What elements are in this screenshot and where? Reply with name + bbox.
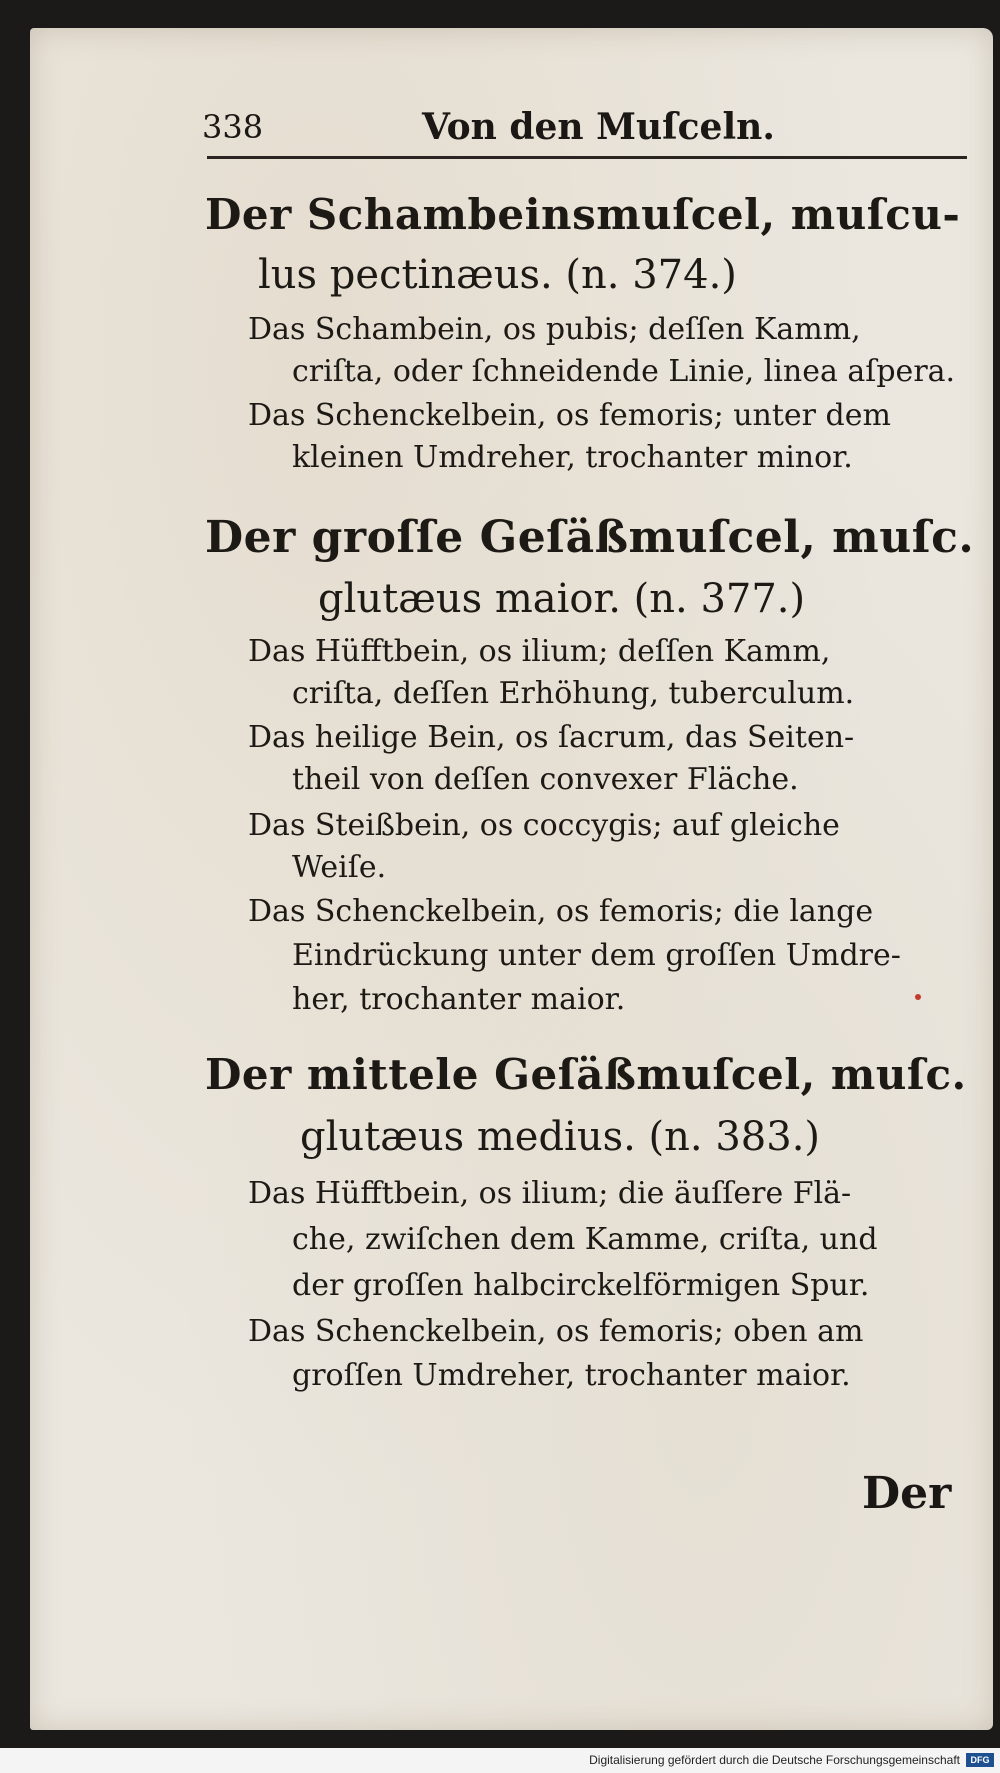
entry-line: Das Schambein, os pubis; deſſen Kamm, bbox=[248, 312, 861, 347]
entry-line: theil von deſſen convexer Fläche. bbox=[292, 762, 799, 797]
entry-line: criſta, deſſen Erhöhung, tuberculum. bbox=[292, 676, 855, 711]
red-ink-dot bbox=[915, 994, 921, 1000]
running-head: Von den Muſceln. bbox=[422, 106, 775, 148]
entry-line: Das Schenckelbein, os femoris; unter dem bbox=[248, 398, 891, 433]
section-subtitle: lus pectinæus. (n. 374.) bbox=[258, 252, 737, 298]
entry-line: her, trochanter maior. bbox=[292, 982, 626, 1017]
entry-line: Das Steißbein, os coccygis; auf gleiche bbox=[248, 808, 840, 843]
entry-line: groſſen Umdreher, trochanter maior. bbox=[292, 1358, 851, 1393]
catchword: Der bbox=[862, 1468, 952, 1519]
entry-line: Eindrückung unter dem groſſen Umdre- bbox=[292, 938, 901, 973]
entry-line: Das Schenckelbein, os femoris; oben am bbox=[248, 1314, 864, 1349]
section-subtitle: glutæus medius. (n. 383.) bbox=[300, 1114, 821, 1160]
entry-line: criſta, oder ſchneidende Linie, linea aſpera. bbox=[292, 354, 956, 389]
section-title: Der Schambeinsmuſcel, muſcu- bbox=[205, 190, 961, 239]
page-number: 338 bbox=[202, 108, 264, 146]
entry-line: Das Hüfftbein, os ilium; deſſen Kamm, bbox=[248, 634, 831, 669]
entry-line: Das Hüfftbein, os ilium; die äuſſere Flä- bbox=[248, 1176, 852, 1211]
footer-credit: Digitalisierung gefördert durch die Deutsche Forschungsgemeinschaft bbox=[589, 1753, 960, 1767]
footer-bar bbox=[0, 1748, 1000, 1773]
entry-line: Das heilige Bein, os ſacrum, das Seiten- bbox=[248, 720, 855, 755]
entry-line: kleinen Umdreher, trochanter minor. bbox=[292, 440, 853, 475]
section-subtitle: glutæus maior. (n. 377.) bbox=[318, 576, 806, 622]
section-title: Der groſſe Geſäßmuſcel, muſc. bbox=[205, 512, 975, 563]
dfg-logo: DFG bbox=[966, 1753, 994, 1767]
entry-line: der groſſen halbcirckelförmigen Spur. bbox=[292, 1268, 870, 1303]
section-title: Der mittele Geſäßmuſcel, muſc. bbox=[205, 1050, 967, 1099]
entry-line: che, zwiſchen dem Kamme, criſta, und bbox=[292, 1222, 878, 1257]
entry-line: Weiſe. bbox=[292, 850, 387, 885]
entry-line: Das Schenckelbein, os femoris; die lange bbox=[248, 894, 874, 929]
